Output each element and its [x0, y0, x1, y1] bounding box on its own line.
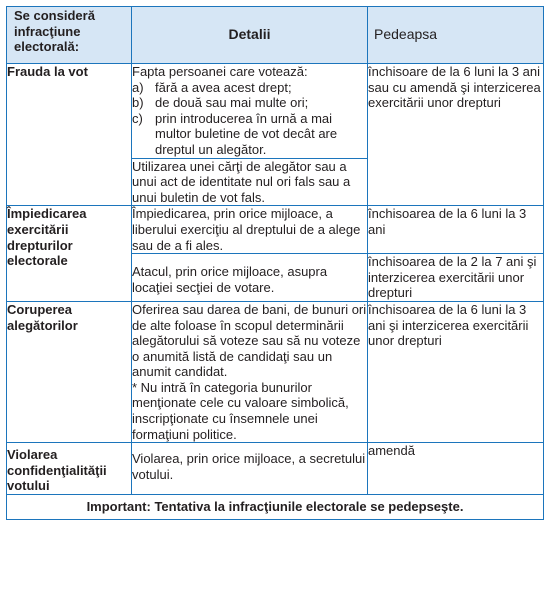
penalty-cell: închisoarea de la 2 la 7 ani şi interzicerea exercitării unor drepturi: [368, 254, 544, 302]
list-item-text: de două sau mai multe ori;: [155, 95, 309, 111]
header-row: [7, 7, 544, 64]
list-item-text: fără a avea acest drept;: [155, 79, 292, 95]
footer-row: [7, 495, 544, 520]
details-cell: [132, 301, 368, 442]
details-cell: Utilizarea unei cărţi de alegător sau a unui act de identitate nul ori fals sau a unui buletin de vot fals.: [132, 158, 368, 206]
table-row: [7, 206, 544, 254]
important-note: Important: Tentativa la infracţiunile electorale se pedepseşte.: [7, 495, 544, 520]
header-details: Detalii: [132, 7, 368, 64]
offense-name: Frauda la vot: [7, 64, 132, 206]
list-item-text: prin introducerea în urnă a mai multor buletine de vot decât are dreptul un alegător.: [155, 110, 338, 157]
list-marker: c): [132, 110, 143, 126]
offense-name: Coruperea alegătorilor: [7, 301, 132, 442]
table-row: [7, 301, 544, 442]
list-marker: b): [132, 95, 144, 111]
details-cell: Atacul, prin orice mijloace, asupra locaţiei secţiei de votare.: [132, 254, 368, 302]
details-text: Oferirea sau darea de bani, de bunuri ori de alte foloase în scopul determinării alegătorului să voteze sau să nu voteze o anumită listă de candidaţi sau un anumit candidat.: [132, 301, 367, 380]
electoral-offenses-table: [6, 6, 544, 520]
list-item: [132, 80, 367, 96]
offense-name: Violarea confidenţialităţii votului: [7, 443, 132, 495]
penalty-cell: închisoarea de la 6 luni la 3 ani şi interzicerea exercitării unor drepturi: [368, 301, 544, 442]
list-item: [132, 111, 367, 158]
details-cell: [132, 64, 368, 159]
table-row: [7, 64, 544, 159]
list-item: [132, 95, 367, 111]
penalty-cell: amendă: [368, 443, 544, 495]
header-penalty: Pedeapsa: [368, 7, 544, 64]
list-marker: a): [132, 79, 144, 95]
options-list: [132, 80, 367, 158]
penalty-cell: închisoarea de la 6 luni la 3 ani: [368, 206, 544, 254]
details-cell: Împiedicarea, prin orice mijloace, a liberului exerciţiu al dreptului de a alege sau de a fi ales.: [132, 206, 368, 254]
details-cell: Violarea, prin orice mijloace, a secretului votului.: [132, 443, 368, 495]
offense-name: Împiedicarea exercitării drepturilor electorale: [7, 206, 132, 302]
details-intro: Fapta persoanei care votează:: [132, 64, 308, 79]
penalty-cell: închisoare de la 6 luni la 3 ani sau cu amendă şi interzicerea exercitării unor drepturi: [368, 64, 544, 206]
table-row: [7, 443, 544, 495]
header-offense: Se consideră infracţiune electorală:: [7, 7, 132, 64]
details-note: * Nu intră în categoria bunurilor menţionate cele cu valoare simbolică, inscripţionate cu însemnele unei formaţiuni politice.: [132, 379, 349, 442]
